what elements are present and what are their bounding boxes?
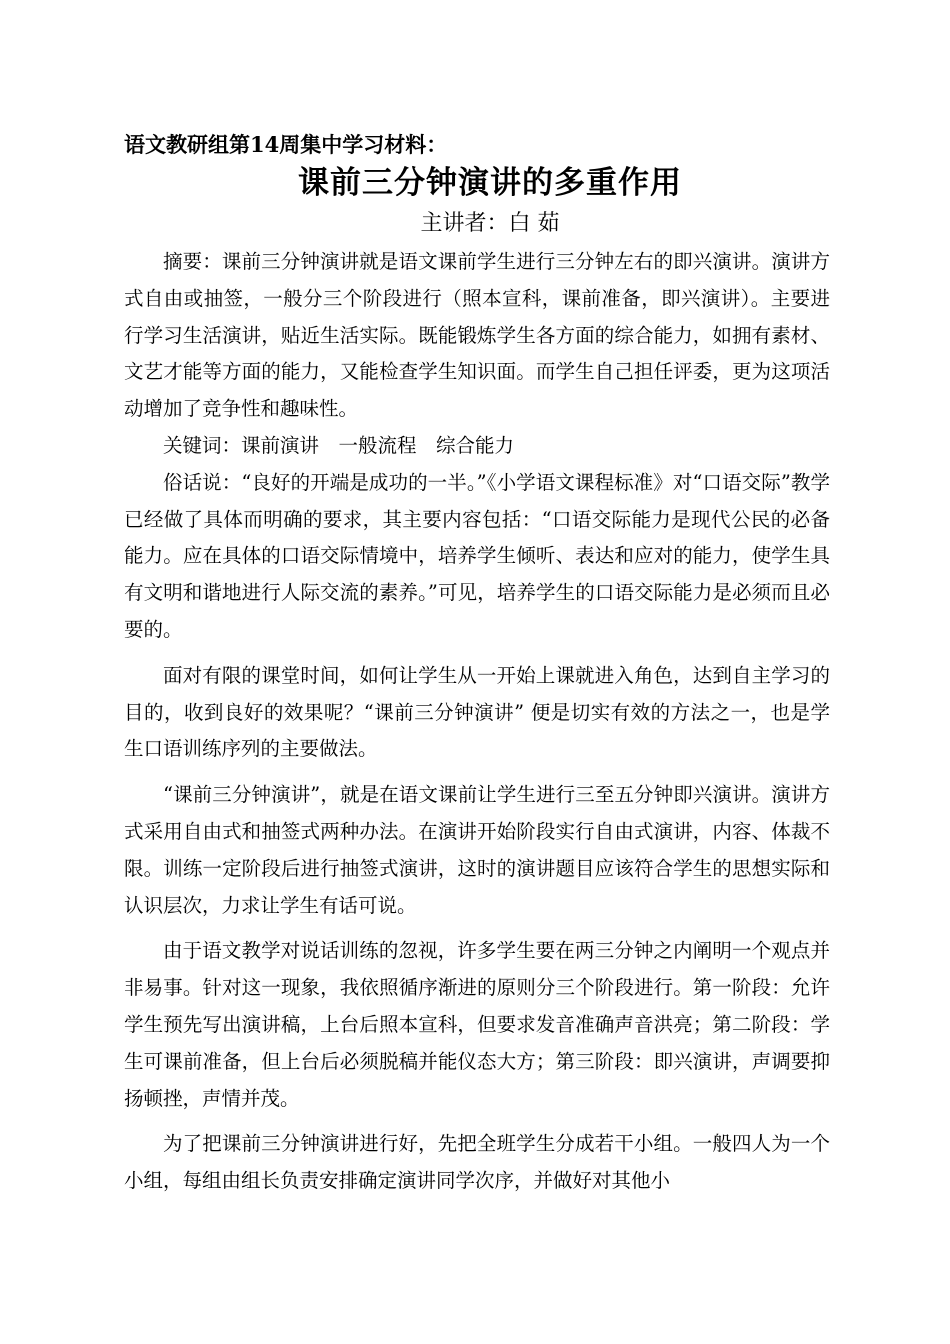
body-paragraph: 俗话说：“良好的开端是成功的一半。”《小学语文课程标准》对“口语交际”教学已经做了具体而明确的要求，其主要内容包括：“口语交际能力是现代公民的必备能力。应在具体的口语交际情境中，培养学生倾听、表达和应对的能力，使学生具有文明和谐地进行人际交流的素养。”可见，培养学生的口语交际能力是必须而且必要的。 (124, 470, 830, 641)
abstract-paragraph: 摘要：课前三分钟演讲就是语文课前学生进行三分钟左右的即兴演讲。演讲方式自由或抽签，一般分三个阶段进行（照本宣科，课前准备，即兴演讲）。主要进行学习生活演讲，贴近生活实际。既能锻炼学生各方面的综合能力，如拥有素材、文艺才能等方面的能力，又能检查学生知识面。而学生自己担任评委，更为这项活动增加了竞争性和趣味性。 (124, 250, 830, 421)
document-title: 课前三分钟演讲的多重作用 (298, 165, 682, 201)
document-heading: 语文教研组第14周集中学习材料： (124, 132, 448, 157)
body-paragraph: 面对有限的课堂时间，如何让学生从一开始上课就进入角色，达到自主学习的目的，收到良好的效果呢？“课前三分钟演讲” 便是切实有效的方法之一，也是学生口语训练序列的主要做法。 (124, 663, 830, 761)
document-body (124, 244, 830, 1200)
document-author: 主讲者：白 茹 (420, 211, 560, 236)
body-paragraph: 由于语文教学对说话训练的忽视，许多学生要在两三分钟之内阐明一个观点并非易事。针对这一现象，我依照循序渐进的原则分三个阶段进行。第一阶段：允许学生预先写出演讲稿，上台后照本宣科，但要求发音准确声音洪亮；第二阶段：学生可课前准备，但上台后必须脱稿并能仪态大方；第三阶段：即兴演讲，声调要抑扬顿挫，声情并茂。 (124, 939, 830, 1110)
body-paragraph: “课前三分钟演讲”，就是在语文课前让学生进行三至五分钟即兴演讲。演讲方式采用自由式和抽签式两种办法。在演讲开始阶段实行自由式演讲，内容、体裁不限。训练一定阶段后进行抽签式演讲，这时的演讲题目应该符合学生的思想实际和认识层次，力求让学生有话可说。 (124, 783, 830, 917)
body-paragraph: 为了把课前三分钟演讲进行好，先把全班学生分成若干小组。一般四人为一个小组，每组由组长负责安排确定演讲同学次序，并做好对其他小 (124, 1132, 830, 1193)
keywords-paragraph: 关键词：课前演讲 一般流程 综合能力 (163, 433, 515, 457)
